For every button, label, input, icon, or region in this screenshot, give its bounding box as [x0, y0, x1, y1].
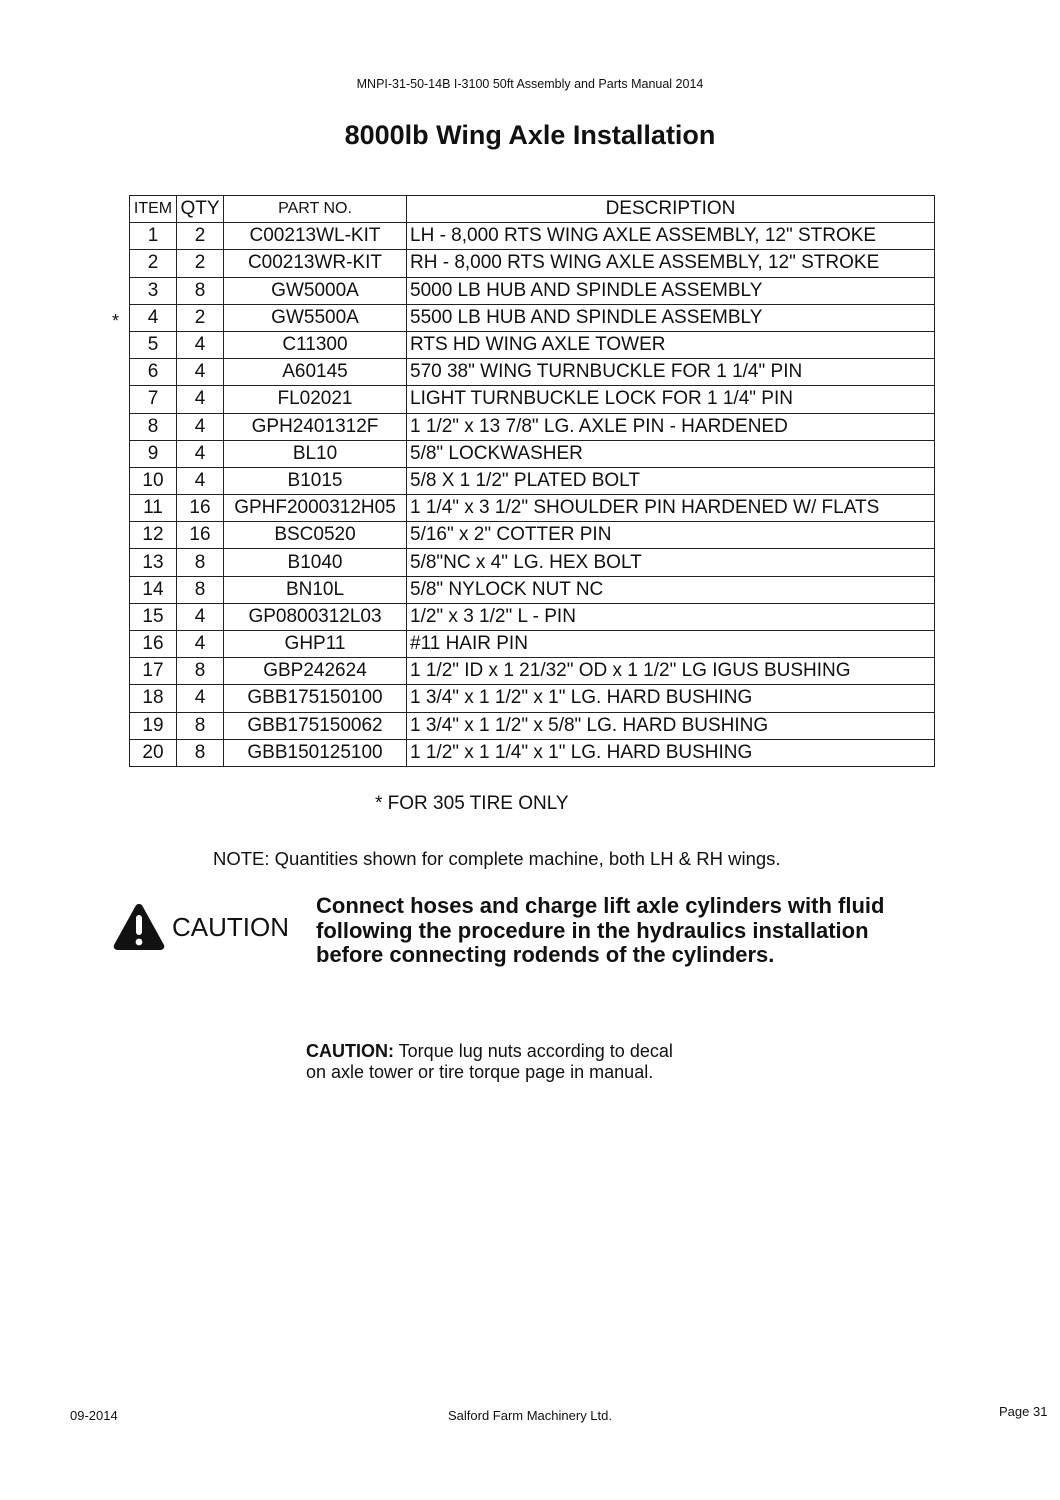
cell-description: RH - 8,000 RTS WING AXLE ASSEMBLY, 12" STROKE — [407, 250, 935, 277]
cell-description: #11 HAIR PIN — [407, 631, 935, 658]
cell-description: 1 3/4" x 1 1/2" x 5/8" LG. HARD BUSHING — [407, 712, 935, 739]
col-header-item: ITEM — [130, 196, 177, 223]
cell-item: 4 — [130, 304, 177, 331]
cell-item: 9 — [130, 440, 177, 467]
cell-part-no: GPHF2000312H05 — [224, 495, 407, 522]
cell-description: 1 1/2" x 1 1/4" x 1" LG. HARD BUSHING — [407, 739, 935, 766]
cell-description: 1 1/2" ID x 1 21/32" OD x 1 1/2" LG IGUS BUSHING — [407, 658, 935, 685]
table-row — [130, 386, 935, 413]
cell-qty: 4 — [177, 386, 224, 413]
table-row — [130, 250, 935, 277]
cell-qty: 16 — [177, 522, 224, 549]
cell-description: 5500 LB HUB AND SPINDLE ASSEMBLY — [407, 304, 935, 331]
col-header-description: DESCRIPTION — [407, 196, 935, 223]
caution-line-3: before connecting rodends of the cylinders. — [316, 942, 775, 967]
cell-qty: 8 — [177, 712, 224, 739]
caution-label: CAUTION — [172, 912, 289, 942]
cell-part-no: B1015 — [224, 467, 407, 494]
page-title: 8000lb Wing Axle Installation — [344, 120, 716, 150]
cell-description: 1 1/2" x 13 7/8" LG. AXLE PIN - HARDENED — [407, 413, 935, 440]
cell-qty: 4 — [177, 603, 224, 630]
cell-item: 13 — [130, 549, 177, 576]
cell-part-no: GBB175150062 — [224, 712, 407, 739]
table-row — [130, 631, 935, 658]
footer-page-number: Page 31 — [999, 1404, 1048, 1419]
parts-table — [129, 195, 935, 767]
cell-item: 17 — [130, 658, 177, 685]
cell-qty: 8 — [177, 739, 224, 766]
table-row — [130, 413, 935, 440]
cell-part-no: GBB150125100 — [224, 739, 407, 766]
cell-qty: 2 — [177, 250, 224, 277]
cell-description: 5/8 X 1 1/2" PLATED BOLT — [407, 467, 935, 494]
cell-description: RTS HD WING AXLE TOWER — [407, 331, 935, 358]
cell-qty: 4 — [177, 685, 224, 712]
cell-description: 570 38" WING TURNBUCKLE FOR 1 1/4" PIN — [407, 359, 935, 386]
table-row — [130, 440, 935, 467]
cell-item: 14 — [130, 576, 177, 603]
cell-item: 1 — [130, 223, 177, 250]
cell-part-no: GPH2401312F — [224, 413, 407, 440]
torque-caution-line-1: Torque lug nuts according to decal — [394, 1041, 673, 1061]
torque-caution — [306, 1041, 673, 1083]
table-row — [130, 576, 935, 603]
cell-item: 19 — [130, 712, 177, 739]
cell-qty: 4 — [177, 359, 224, 386]
cell-part-no: BL10 — [224, 440, 407, 467]
cell-part-no: FL02021 — [224, 386, 407, 413]
cell-item: 10 — [130, 467, 177, 494]
cell-item: 12 — [130, 522, 177, 549]
table-row — [130, 467, 935, 494]
table-row — [130, 603, 935, 630]
cell-qty: 16 — [177, 495, 224, 522]
cell-part-no: C11300 — [224, 331, 407, 358]
table-row — [130, 495, 935, 522]
table-row — [130, 331, 935, 358]
cell-qty: 4 — [177, 331, 224, 358]
cell-part-no: C00213WL-KIT — [224, 223, 407, 250]
table-header-row — [130, 196, 935, 223]
cell-item: 3 — [130, 277, 177, 304]
table-row — [130, 304, 935, 331]
cell-description: 1 3/4" x 1 1/2" x 1" LG. HARD BUSHING — [407, 685, 935, 712]
cell-part-no: A60145 — [224, 359, 407, 386]
cell-description: 5/8"NC x 4" LG. HEX BOLT — [407, 549, 935, 576]
cell-description: LH - 8,000 RTS WING AXLE ASSEMBLY, 12" STROKE — [407, 223, 935, 250]
warning-triangle-icon — [112, 902, 166, 957]
cell-qty: 4 — [177, 467, 224, 494]
table-row — [130, 549, 935, 576]
cell-item: 6 — [130, 359, 177, 386]
cell-part-no: GP0800312L03 — [224, 603, 407, 630]
cell-description: 5/8" LOCKWASHER — [407, 440, 935, 467]
torque-caution-line-2: on axle tower or tire torque page in manual. — [306, 1062, 654, 1082]
cell-qty: 8 — [177, 576, 224, 603]
caution-line-2: following the procedure in the hydraulics installation — [316, 917, 869, 943]
footer-date: 09-2014 — [70, 1408, 118, 1423]
cell-part-no: GBP242624 — [224, 658, 407, 685]
parts-table-body — [130, 223, 935, 767]
cell-qty: 8 — [177, 277, 224, 304]
cell-item: 20 — [130, 739, 177, 766]
cell-description: 1 1/4" x 3 1/2" SHOULDER PIN HARDENED W/ FLATS — [407, 495, 935, 522]
cell-item: 5 — [130, 331, 177, 358]
quantity-note: NOTE: Quantities shown for complete machine, both LH & RH wings. — [213, 848, 781, 869]
cell-qty: 4 — [177, 631, 224, 658]
cell-description: 5/16" x 2" COTTER PIN — [407, 522, 935, 549]
table-row — [130, 359, 935, 386]
table-row — [130, 658, 935, 685]
cell-part-no: GHP11 — [224, 631, 407, 658]
cell-qty: 8 — [177, 658, 224, 685]
cell-qty: 8 — [177, 549, 224, 576]
table-footnote: * FOR 305 TIRE ONLY — [375, 793, 569, 814]
cell-part-no: B1040 — [224, 549, 407, 576]
document-header: MNPI-31-50-14B I-3100 50ft Assembly and Parts Manual 2014 — [356, 77, 704, 91]
cell-qty: 4 — [177, 413, 224, 440]
cell-part-no: GW5000A — [224, 277, 407, 304]
footer-company: Salford Farm Machinery Ltd. — [447, 1408, 612, 1423]
cell-item: 2 — [130, 250, 177, 277]
cell-item: 8 — [130, 413, 177, 440]
cell-description: 1/2" x 3 1/2" L - PIN — [407, 603, 935, 630]
table-row — [130, 712, 935, 739]
cell-part-no: GW5500A — [224, 304, 407, 331]
cell-item: 16 — [130, 631, 177, 658]
cell-description: 5/8" NYLOCK NUT NC — [407, 576, 935, 603]
table-row — [130, 223, 935, 250]
cell-qty: 2 — [177, 304, 224, 331]
cell-item: 18 — [130, 685, 177, 712]
cell-qty: 4 — [177, 440, 224, 467]
cell-part-no: BN10L — [224, 576, 407, 603]
cell-item: 15 — [130, 603, 177, 630]
table-row — [130, 277, 935, 304]
cell-qty: 2 — [177, 223, 224, 250]
item-star-marker: * — [112, 311, 120, 331]
caution-line-1: Connect hoses and charge lift axle cylinders with fluid — [316, 893, 885, 918]
cell-part-no: BSC0520 — [224, 522, 407, 549]
col-header-qty: QTY — [177, 196, 224, 223]
table-row — [130, 685, 935, 712]
col-header-part-no: PART NO. — [224, 196, 407, 223]
caution-instructions — [316, 894, 884, 968]
cell-part-no: C00213WR-KIT — [224, 250, 407, 277]
cell-description: LIGHT TURNBUCKLE LOCK FOR 1 1/4" PIN — [407, 386, 935, 413]
cell-description: 5000 LB HUB AND SPINDLE ASSEMBLY — [407, 277, 935, 304]
cell-part-no: GBB175150100 — [224, 685, 407, 712]
table-row — [130, 739, 935, 766]
table-row — [130, 522, 935, 549]
cell-item: 7 — [130, 386, 177, 413]
torque-caution-label: CAUTION: — [306, 1041, 394, 1061]
cell-item: 11 — [130, 495, 177, 522]
